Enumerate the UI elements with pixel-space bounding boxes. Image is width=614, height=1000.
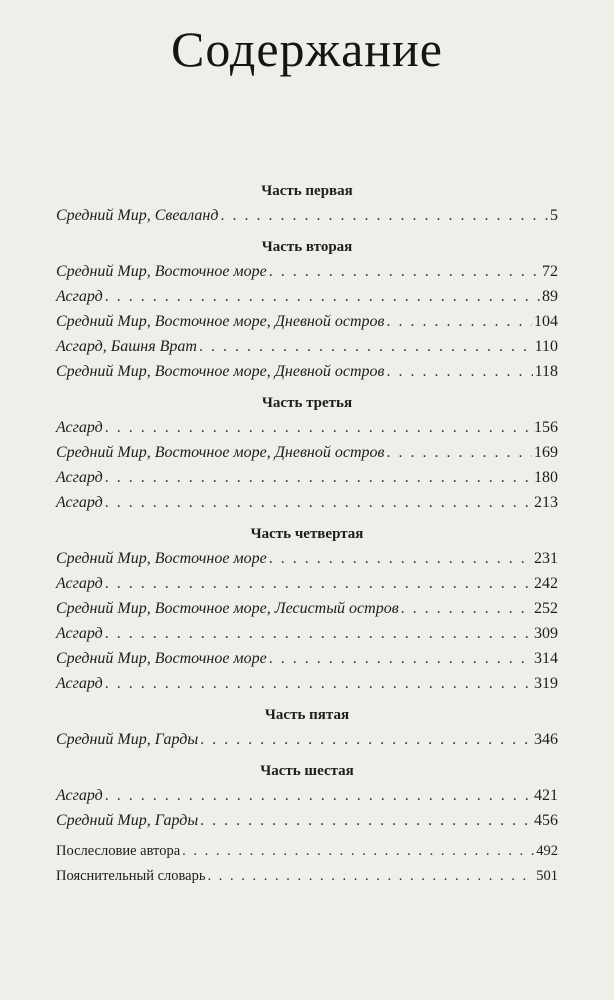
page-number: 456 xyxy=(534,812,558,829)
dot-leader xyxy=(105,465,532,490)
toc-entry xyxy=(56,621,558,646)
entry-title: Асгард xyxy=(56,575,103,592)
dot-leader xyxy=(207,864,534,889)
dot-leader xyxy=(105,490,532,515)
entry-title: Средний Мир, Восточное море, Дневной остров xyxy=(56,363,385,380)
part-heading: Часть четвертая xyxy=(250,526,364,542)
toc-entry xyxy=(56,490,558,515)
dot-leader xyxy=(200,808,532,833)
page-title: Содержание xyxy=(171,21,443,77)
dot-leader xyxy=(105,621,532,646)
dot-leader xyxy=(386,359,532,384)
dot-leader xyxy=(105,415,532,440)
entry-title: Асгард xyxy=(56,419,103,436)
entry-title: Средний Мир, Восточное море xyxy=(56,263,267,280)
page-number: 492 xyxy=(536,843,558,859)
part-heading: Часть шестая xyxy=(260,763,354,779)
toc-entry xyxy=(56,203,558,228)
toc-entry xyxy=(56,546,558,571)
page-number: 89 xyxy=(542,288,558,305)
page-number: 346 xyxy=(534,731,558,748)
page-number: 314 xyxy=(534,650,558,667)
entry-title: Асгард xyxy=(56,494,103,511)
page-number: 169 xyxy=(534,444,558,461)
toc-entry xyxy=(56,259,558,284)
dot-leader xyxy=(182,839,534,864)
page-number: 309 xyxy=(534,625,558,642)
page-number: 110 xyxy=(534,338,558,355)
toc-entry xyxy=(56,415,558,440)
dot-leader xyxy=(105,671,532,696)
dot-leader xyxy=(220,203,548,228)
entry-title: Пояснительный словарь xyxy=(56,868,206,884)
dot-leader xyxy=(199,334,533,359)
toc-entry xyxy=(56,359,558,384)
page-number: 180 xyxy=(534,469,558,486)
page-number: 72 xyxy=(542,263,558,280)
dot-leader xyxy=(386,440,532,465)
page-number: 231 xyxy=(534,550,558,567)
toc-entry xyxy=(56,727,558,752)
entry-title: Средний Мир, Свеаланд xyxy=(56,207,219,224)
page-number: 252 xyxy=(534,600,558,617)
toc-entry xyxy=(56,309,558,334)
entry-title: Асгард xyxy=(56,675,103,692)
entry-title: Средний Мир, Восточное море xyxy=(56,550,267,567)
part-heading: Часть третья xyxy=(261,395,353,411)
entry-title: Асгард xyxy=(56,787,103,804)
entry-title: Средний Мир, Восточное море, Дневной остров xyxy=(56,313,385,330)
entry-title: Средний Мир, Гарды xyxy=(56,812,199,829)
entry-title: Асгард xyxy=(56,469,103,486)
toc-entry xyxy=(56,783,558,808)
page-number: 156 xyxy=(534,419,558,436)
page-number: 242 xyxy=(534,575,558,592)
dot-leader xyxy=(401,596,532,621)
dot-leader xyxy=(105,571,532,596)
toc-entry xyxy=(56,864,558,889)
toc-entry xyxy=(56,571,558,596)
page-number: 319 xyxy=(534,675,558,692)
toc-entry xyxy=(56,440,558,465)
entry-title: Средний Мир, Гарды xyxy=(56,731,199,748)
dot-leader xyxy=(269,546,532,571)
toc-entry xyxy=(56,646,558,671)
entry-title: Послесловие автора xyxy=(56,843,181,859)
page-number: 501 xyxy=(536,868,558,884)
toc-entry xyxy=(56,284,558,309)
page-number: 118 xyxy=(534,363,558,380)
part-heading: Часть пятая xyxy=(264,707,350,723)
entry-title: Средний Мир, Восточное море, Лесистый остров xyxy=(56,600,399,617)
toc-entry xyxy=(56,465,558,490)
dot-leader xyxy=(200,727,532,752)
page-number: 421 xyxy=(534,787,558,804)
toc-entry xyxy=(56,596,558,621)
page-number: 104 xyxy=(534,313,558,330)
toc-entry xyxy=(56,334,558,359)
entry-title: Асгард xyxy=(56,625,103,642)
entry-title: Средний Мир, Восточное море xyxy=(56,650,267,667)
toc-entry xyxy=(56,671,558,696)
dot-leader xyxy=(105,284,540,309)
page-number: 213 xyxy=(534,494,558,511)
dot-leader xyxy=(386,309,532,334)
dot-leader xyxy=(269,259,540,284)
entry-title: Средний Мир, Восточное море, Дневной остров xyxy=(56,444,385,461)
part-heading: Часть вторая xyxy=(261,239,353,255)
toc-entry xyxy=(56,839,558,864)
entry-title: Асгард, Башня Врат xyxy=(56,338,197,355)
dot-leader xyxy=(105,783,532,808)
part-heading: Часть первая xyxy=(261,183,353,199)
dot-leader xyxy=(269,646,532,671)
entry-title: Асгард xyxy=(56,288,103,305)
page-number: 5 xyxy=(550,207,558,224)
toc-entry xyxy=(56,808,558,833)
back-matter xyxy=(56,839,558,889)
table-of-contents xyxy=(56,180,558,889)
